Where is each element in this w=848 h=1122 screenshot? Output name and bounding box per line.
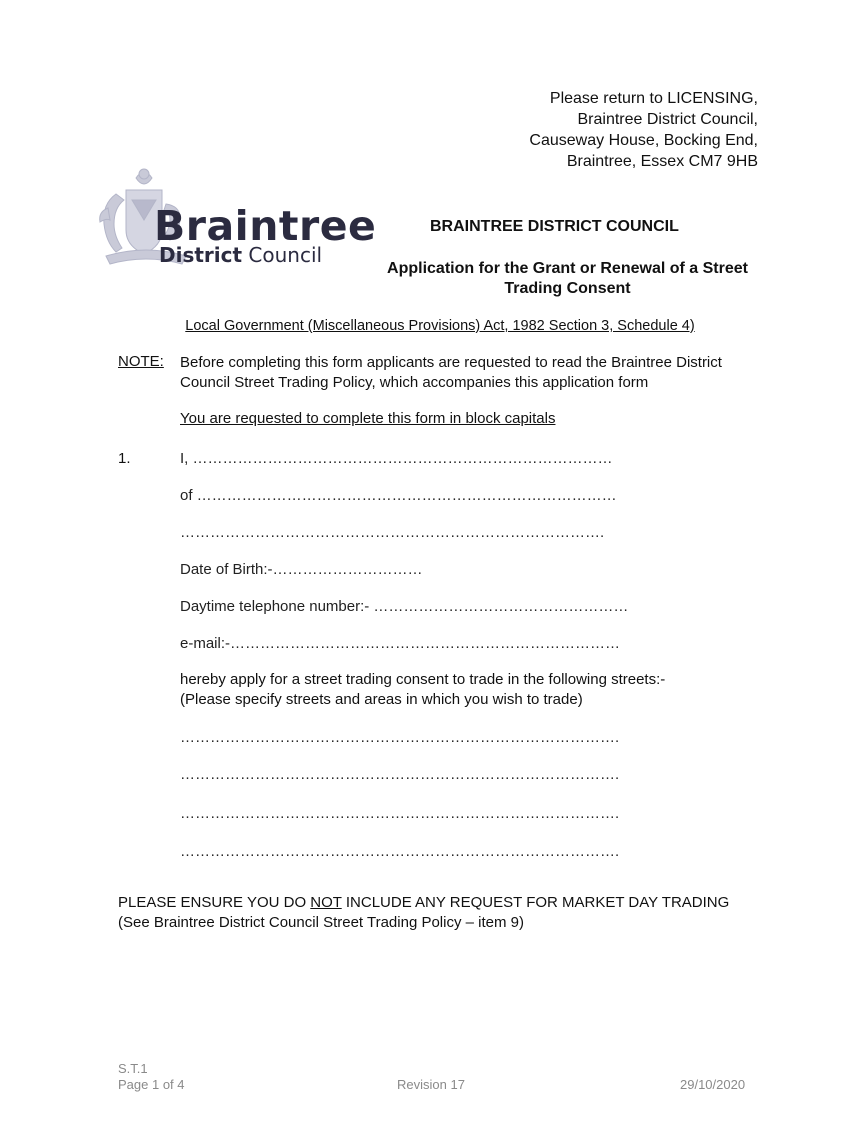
phone-field[interactable]: Daytime telephone number:- …………………………………………… xyxy=(180,598,629,615)
return-address-line: Causeway House, Bocking End, xyxy=(529,132,758,149)
return-address-line: Please return to LICENSING, xyxy=(549,90,758,107)
council-title: BRAINTREE DISTRICT COUNCIL xyxy=(430,218,679,235)
name-field[interactable]: I, ………………………………………………………………………… xyxy=(180,450,613,467)
section-number: 1. xyxy=(118,450,131,467)
return-address-line: Braintree District Council, xyxy=(577,111,758,128)
form-code: S.T.1 xyxy=(118,1061,148,1076)
page-number: Page 1 of 4 xyxy=(118,1077,185,1092)
street-line[interactable]: ……………………………………………………………………………. xyxy=(180,805,620,822)
warning-part: PLEASE ENSURE YOU DO xyxy=(118,894,311,911)
block-capitals-instruction: You are requested to complete this form in block capitals xyxy=(180,410,556,427)
email-field[interactable]: e-mail:-…………………………………………………………………… xyxy=(180,635,621,652)
revision-label: Revision 17 xyxy=(397,1077,465,1092)
act-reference: Local Government (Miscellaneous Provisions) Act, 1982 Section 3, Schedule 4) xyxy=(185,318,695,334)
street-line[interactable]: ……………………………………………………………………………. xyxy=(180,843,620,860)
logo-subtitle-rest: Council xyxy=(242,243,323,267)
logo-subtitle xyxy=(159,243,322,267)
street-line[interactable]: ……………………………………………………………………………. xyxy=(180,766,620,783)
warning-part: INCLUDE ANY REQUEST FOR MARKET DAY TRADING (See Braintree District Council Street Trading Policy – item 9) xyxy=(118,894,730,931)
footer-date: 29/10/2020 xyxy=(680,1077,746,1092)
return-address xyxy=(529,88,758,172)
return-address-line: Braintree, Essex CM7 9HB xyxy=(566,153,758,170)
market-day-warning xyxy=(118,893,738,933)
address-field[interactable]: of ………………………………………………………………………… xyxy=(180,487,617,504)
apply-line: hereby apply for a street trading consent to trade in the following streets:- xyxy=(180,671,666,688)
note-label: NOTE: xyxy=(118,353,164,370)
note-text: Before completing this form applicants are requested to read the Braintree District Council Street Trading Policy, which accompanies this application form xyxy=(180,354,722,391)
street-line[interactable]: ……………………………………………………………………………. xyxy=(180,729,620,746)
form-title: Application for the Grant or Renewal of a Street Trading Consent xyxy=(387,260,748,297)
address-line-2-field[interactable]: …………………………………………………………………………. xyxy=(180,524,605,541)
apply-statement xyxy=(180,670,760,710)
council-logo xyxy=(96,164,377,274)
footer-left xyxy=(118,1061,185,1093)
apply-hint: (Please specify streets and areas in which you wish to trade) xyxy=(180,691,583,708)
warning-emphasis: NOT xyxy=(310,894,342,911)
logo-wordmark: Braintree xyxy=(154,202,377,250)
logo-subtitle-bold: District xyxy=(159,243,243,267)
date-of-birth-field[interactable]: Date of Birth:-………………………… xyxy=(180,561,423,578)
